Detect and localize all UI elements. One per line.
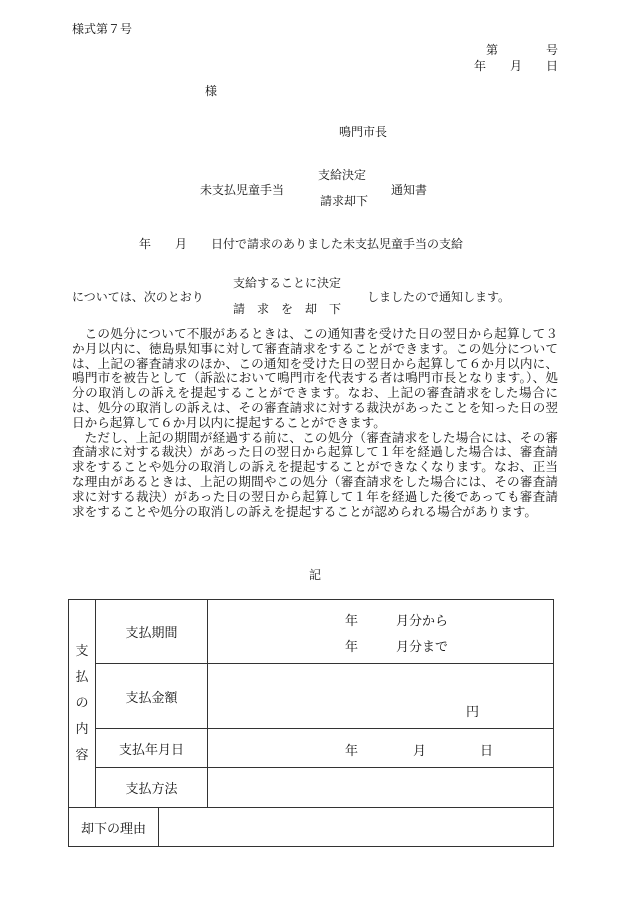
notice-paragraph-2: ただし、上記の期間が経過する前に、この処分（審査請求をした場合には、その審査請求に対する裁決）があった日の翌日から起算して１年を経過した場合は、審査請求をすることや処分の取消しの訴えを提起することができなくなります。なお、正当な理由があるときは、上記の期間やこの処分（審査請求をした場合には、その審査請求に対する裁決）があった日の翌日から起算して１年を経過した後であっても審査請求をすることや処分の取消しの訴えを提起することが認められる場合があります。 (72, 429, 558, 519)
payment-amount-label: 支払金額 (96, 664, 208, 729)
addressee-suffix: 様 (205, 84, 218, 98)
payment-period-field[interactable]: 年 月分から 年 月分まで (208, 600, 554, 664)
rejection-reason-field[interactable] (159, 808, 554, 847)
payment-method-field[interactable] (208, 768, 554, 808)
payment-details-table (68, 599, 554, 847)
notice-paragraph-1: この処分について不服があるときは、この通知書を受けた日の翌日から起算して３か月以内に、徳島県知事に対して審査請求をすることができます。この処分については、上記の審査請求のほか、この通知を受けた日の翌日から起算して６か月以内に、鳴門市を被告として（訴訟において鳴門市を代表する者は鳴門市長となります。）、処分の取消しの訴えを提起することができます。なお、上記の審査請求をした場合には、処分の取消しの訴えは、その審査請求に対する裁決があったことを知った日の翌日から起算して６か月以内に提起することができます。 (72, 326, 558, 430)
payment-method-label: 支払方法 (96, 768, 208, 808)
intro-option-decision: 支給することに決定 (233, 276, 342, 290)
issuer-name: 鳴門市長 (339, 125, 388, 139)
intro-line-1: 年 月 日付で請求のありました未支払児童手当の支給 (139, 237, 464, 251)
intro-line-2-suffix: しましたので通知します。 (367, 290, 511, 304)
appeal-notice (72, 327, 558, 519)
title-suffix: 通知書 (391, 183, 428, 197)
payment-amount-field[interactable]: 円 (208, 664, 554, 729)
payment-content-group-label: 支 払 の 内 容 (69, 600, 96, 808)
payment-date-field[interactable]: 年 月 日 (208, 729, 554, 768)
document-number: 第 号 (485, 43, 558, 57)
intro-option-rejection: 請 求 を 却 下 (233, 302, 342, 316)
rejection-reason-label: 却下の理由 (69, 808, 159, 847)
intro-line-2-prefix: については、次のとおり (72, 290, 204, 304)
title-option-decision: 支給決定 (318, 168, 367, 182)
title-option-rejection: 請求却下 (320, 194, 369, 208)
form-number: 様式第７号 (72, 22, 133, 36)
ki-heading: 記 (309, 568, 322, 582)
title-prefix: 未支払児童手当 (200, 183, 285, 197)
payment-period-label: 支払期間 (96, 600, 208, 664)
payment-date-label: 支払年月日 (96, 729, 208, 768)
issue-date: 年 月 日 (473, 59, 558, 73)
